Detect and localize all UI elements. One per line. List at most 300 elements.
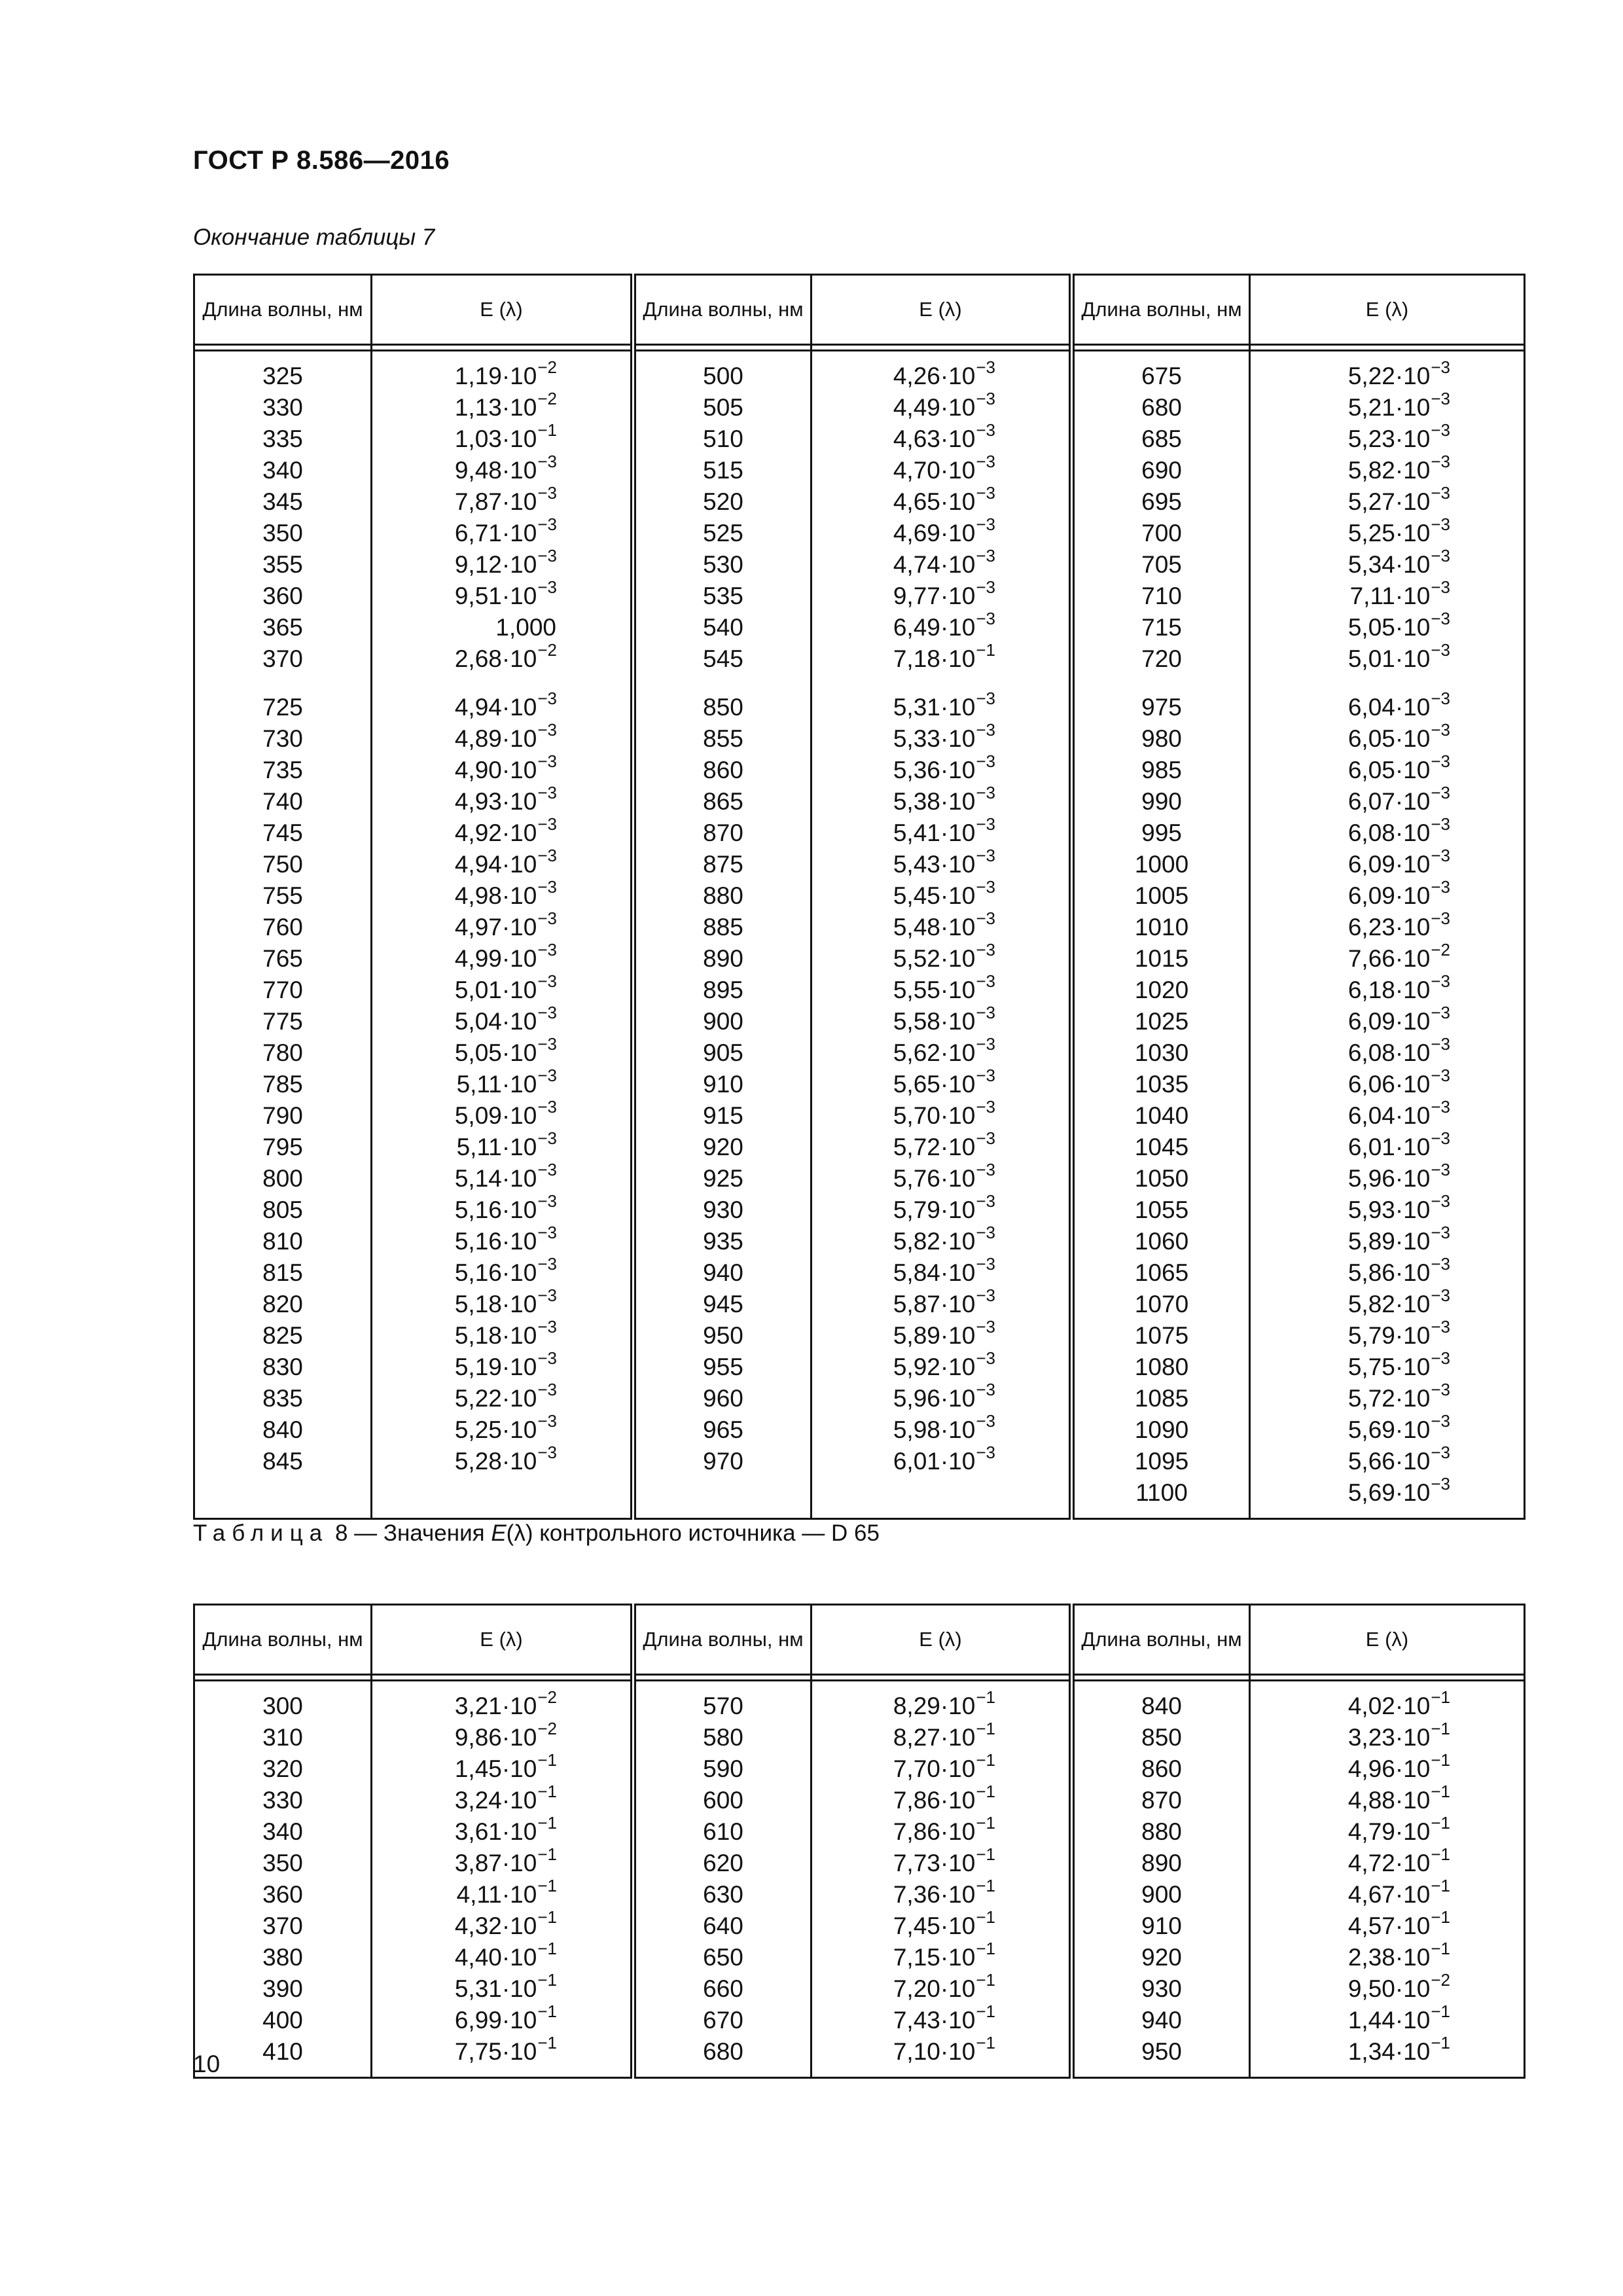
value-cell	[372, 2001, 633, 2036]
wavelength-cell: 830	[194, 1352, 372, 1383]
value-exponent: −3	[976, 514, 995, 534]
value-cell	[812, 420, 1072, 455]
value-exponent: −3	[537, 689, 557, 708]
wavelength-cell: 965	[633, 1414, 812, 1446]
value-mantissa: 3,21·10	[454, 1693, 537, 1719]
value-cell	[1250, 1844, 1525, 1879]
value-exponent: −3	[1431, 971, 1450, 991]
value-mantissa: 5,87·10	[893, 1291, 976, 1318]
value-exponent: −1	[537, 1907, 557, 1927]
wavelength-cell: 350	[194, 1848, 372, 1879]
wavelength-cell: 740	[194, 786, 372, 817]
value-mantissa: 5,79·10	[893, 1196, 976, 1223]
wavelength-cell: 535	[633, 581, 812, 612]
value-mantissa: 6,04·10	[1347, 694, 1431, 721]
value-cell	[812, 1191, 1072, 1226]
value-cell	[812, 1160, 1072, 1194]
value-mantissa: 5,38·10	[893, 788, 976, 815]
value-exponent: −3	[976, 689, 995, 708]
value-cell	[812, 1034, 1072, 1069]
value-exponent: −1	[537, 2001, 557, 2021]
value-cell	[812, 1380, 1072, 1414]
value-exponent: −3	[537, 751, 557, 771]
value-exponent: −3	[1431, 1128, 1450, 1148]
wavelength-cell: 410	[194, 2036, 372, 2068]
value-cell	[812, 514, 1072, 549]
value-mantissa: 5,79·10	[1347, 1322, 1431, 1349]
value-mantissa: 4,40·10	[454, 1944, 537, 1971]
value-mantissa: 5,23·10	[1347, 425, 1431, 452]
value-cell	[372, 483, 633, 518]
value-mantissa: 6,99·10	[454, 2007, 537, 2034]
value-exponent: −3	[1431, 1380, 1450, 1399]
value-exponent: −3	[1431, 783, 1450, 802]
value-mantissa: 5,69·10	[1347, 1479, 1431, 1506]
wavelength-cell: 760	[194, 912, 372, 943]
wavelength-cell: 915	[633, 1100, 812, 1132]
value-cell	[1250, 1348, 1525, 1383]
value-mantissa: 4,72·10	[1347, 1850, 1431, 1876]
value-cell	[1250, 1907, 1525, 1942]
value-mantissa: 5,65·10	[893, 1071, 976, 1098]
value-cell	[1250, 357, 1525, 392]
value-exponent: −3	[1431, 1191, 1450, 1211]
wavelength-cell: 920	[633, 1132, 812, 1163]
wavelength-cell: 660	[633, 1973, 812, 2005]
value-cell	[1250, 689, 1525, 723]
value-exponent: −3	[1431, 1034, 1450, 1054]
table-row	[194, 880, 1525, 912]
wavelength-cell: 510	[633, 423, 812, 455]
table-row	[194, 786, 1525, 817]
value-cell	[1250, 783, 1525, 817]
value-exponent: −3	[1431, 640, 1450, 660]
table-row	[194, 975, 1525, 1006]
value-cell	[1250, 1317, 1525, 1352]
value-cell	[812, 1782, 1072, 1816]
table-row	[194, 1414, 1525, 1446]
value-mantissa: 7,73·10	[893, 1850, 976, 1876]
wavelength-cell: 975	[1072, 692, 1250, 723]
value-cell	[1250, 514, 1525, 549]
value-mantissa: 5,89·10	[893, 1322, 976, 1349]
column-header-wavelength: Длина волны, нм	[633, 1605, 812, 1675]
value-exponent: −3	[1431, 814, 1450, 834]
table-row	[194, 817, 1525, 849]
value-exponent: −3	[976, 577, 995, 597]
value-exponent: −1	[1431, 1687, 1450, 1707]
value-exponent: −1	[976, 1813, 995, 1833]
value-cell	[812, 1907, 1072, 1942]
value-exponent: −3	[976, 420, 995, 440]
wavelength-cell: 910	[633, 1069, 812, 1100]
value-cell	[372, 1411, 633, 1446]
table-row	[194, 1006, 1525, 1037]
wavelength-cell: 325	[194, 361, 372, 392]
value-cell	[372, 357, 633, 392]
value-exponent: −1	[537, 2033, 557, 2053]
value-cell	[372, 1939, 633, 1973]
value-mantissa: 6,01·10	[1347, 1134, 1431, 1160]
value-mantissa: 1,19·10	[454, 363, 537, 389]
wavelength-cell: 770	[194, 975, 372, 1006]
value-mantissa: 5,96·10	[893, 1385, 976, 1412]
value-exponent: −3	[537, 1348, 557, 1368]
value-cell	[372, 1317, 633, 1352]
value-mantissa: 4,93·10	[454, 788, 537, 815]
wavelength-cell: 580	[633, 1722, 812, 1753]
value-mantissa: 5,70·10	[893, 1102, 976, 1129]
column-header-wavelength: Длина волны, нм	[633, 275, 812, 345]
value-mantissa: 5,72·10	[1347, 1385, 1431, 1412]
value-mantissa: 5,18·10	[454, 1291, 537, 1318]
value-cell	[812, 877, 1072, 912]
value-mantissa: 5,16·10	[454, 1228, 537, 1255]
wavelength-cell: 610	[633, 1816, 812, 1848]
value-cell	[372, 546, 633, 581]
value-mantissa: 3,24·10	[454, 1787, 537, 1814]
value-exponent: −3	[1431, 546, 1450, 565]
value-mantissa: 1,13·10	[454, 394, 537, 421]
value-mantissa: 8,29·10	[893, 1693, 976, 1719]
wavelength-cell: 745	[194, 817, 372, 849]
table-row	[194, 943, 1525, 975]
value-exponent: −3	[1431, 1348, 1450, 1368]
value-mantissa: 4,94·10	[454, 851, 537, 878]
wavelength-cell: 845	[194, 1446, 372, 1477]
value-exponent: −3	[976, 1160, 995, 1179]
value-exponent: −3	[1431, 1223, 1450, 1242]
value-exponent: −2	[537, 357, 557, 377]
value-cell	[1250, 1443, 1525, 1477]
table-row	[194, 423, 1525, 455]
wavelength-cell: 895	[633, 975, 812, 1006]
value-mantissa: 5,66·10	[1347, 1448, 1431, 1475]
table-row	[194, 1785, 1525, 1816]
value-cell	[1250, 1876, 1525, 1910]
wavelength-cell: 650	[633, 1942, 812, 1973]
value-exponent: −3	[976, 783, 995, 802]
value-cell	[812, 609, 1072, 643]
value-mantissa: 4,65·10	[893, 488, 976, 515]
value-exponent: −3	[537, 1160, 557, 1179]
value-cell	[812, 720, 1072, 755]
value-cell	[1250, 1191, 1525, 1226]
table-row	[194, 692, 1525, 723]
value-cell	[812, 1128, 1072, 1163]
wavelength-cell: 810	[194, 1226, 372, 1257]
wavelength-cell: 935	[633, 1226, 812, 1257]
value-cell	[812, 483, 1072, 518]
value-mantissa: 5,48·10	[893, 914, 976, 941]
value-exponent: −3	[537, 1285, 557, 1305]
value-exponent: −3	[1431, 1003, 1450, 1022]
value-cell	[372, 1876, 633, 1910]
value-cell	[1250, 1970, 1525, 2005]
value-cell	[372, 689, 633, 723]
wavelength-cell: 690	[1072, 455, 1250, 486]
table-row	[194, 581, 1525, 612]
value-cell	[1250, 1474, 1525, 1509]
value-mantissa: 7,70·10	[893, 1755, 976, 1782]
value-cell	[1250, 1223, 1525, 1257]
table-8-caption-number: 8 — Значения	[334, 1520, 491, 1546]
value-exponent: −1	[1431, 1844, 1450, 1864]
table-7	[193, 274, 1525, 1520]
value-cell	[372, 577, 633, 612]
wavelength-cell: 840	[194, 1414, 372, 1446]
value-cell	[372, 1191, 633, 1226]
wavelength-cell: 765	[194, 943, 372, 975]
wavelength-cell: 890	[1072, 1848, 1250, 1879]
value-exponent: −3	[976, 609, 995, 628]
value-exponent: −3	[976, 1443, 995, 1462]
wavelength-cell: 530	[633, 549, 812, 581]
page-number: 10	[193, 2051, 221, 2077]
wavelength-cell: 715	[1072, 612, 1250, 643]
wavelength-cell: 940	[1072, 2005, 1250, 2036]
table-row	[194, 549, 1525, 581]
value-exponent: −1	[1431, 1876, 1450, 1895]
table-header-row	[194, 275, 1525, 345]
wavelength-cell: 1030	[1072, 1037, 1250, 1069]
wavelength-cell: 950	[633, 1320, 812, 1352]
value-exponent: −3	[1431, 357, 1450, 377]
value-mantissa: 3,87·10	[454, 1850, 537, 1876]
value-mantissa: 7,15·10	[893, 1944, 976, 1971]
value-exponent: −3	[976, 1317, 995, 1336]
value-mantissa: 5,75·10	[1347, 1354, 1431, 1380]
table-row	[194, 1816, 1525, 1848]
value-exponent: −3	[976, 1254, 995, 1274]
wavelength-cell: 780	[194, 1037, 372, 1069]
value-cell	[1250, 846, 1525, 880]
table-row	[194, 755, 1525, 786]
value-mantissa: 6,08·10	[1347, 819, 1431, 846]
wavelength-cell: 670	[633, 2005, 812, 2036]
wavelength-cell: 1095	[1072, 1446, 1250, 1477]
value-exponent: −3	[976, 1034, 995, 1054]
wavelength-cell: 990	[1072, 786, 1250, 817]
value-cell	[812, 640, 1072, 675]
value-cell	[1250, 1782, 1525, 1816]
value-exponent: −3	[537, 546, 557, 565]
wavelength-cell: 360	[194, 1879, 372, 1910]
value-exponent: −1	[1431, 2001, 1450, 2021]
value-cell	[812, 546, 1072, 581]
value-exponent: −3	[1431, 751, 1450, 771]
value-mantissa: 5,34·10	[1347, 551, 1431, 578]
wavelength-cell: 1035	[1072, 1069, 1250, 1100]
value-mantissa: 5,19·10	[454, 1354, 537, 1380]
value-exponent: −2	[537, 1719, 557, 1738]
value-cell	[812, 1719, 1072, 1753]
value-cell	[1250, 751, 1525, 786]
value-cell	[812, 1687, 1072, 1722]
value-mantissa: 2,38·10	[1347, 1944, 1431, 1971]
value-exponent: −1	[537, 1844, 557, 1864]
value-mantissa: 4,57·10	[1347, 1912, 1431, 1939]
value-exponent: −1	[976, 1907, 995, 1927]
table-header-row	[194, 1605, 1525, 1675]
value-mantissa: 5,25·10	[454, 1416, 537, 1443]
value-mantissa: 7,20·10	[893, 1975, 976, 2002]
table-row	[194, 1257, 1525, 1289]
column-header-value: E (λ)	[1250, 1605, 1525, 1675]
value-mantissa: 2,68·10	[454, 645, 537, 672]
wavelength-cell: 925	[633, 1163, 812, 1194]
column-header-wavelength: Длина волны, нм	[194, 1605, 372, 1675]
value-mantissa: 5,31·10	[893, 694, 976, 721]
value-exponent: −3	[537, 908, 557, 928]
value-exponent: −3	[537, 1034, 557, 1054]
value-cell	[1250, 1254, 1525, 1289]
value-exponent: −3	[537, 1317, 557, 1336]
value-mantissa: 6,06·10	[1347, 1071, 1431, 1098]
value-exponent: −3	[537, 1223, 557, 1242]
value-mantissa: 5,16·10	[454, 1259, 537, 1286]
value-cell	[372, 1034, 633, 1069]
table-row	[194, 1352, 1525, 1383]
value-cell	[372, 751, 633, 786]
value-mantissa: 4,02·10	[1347, 1693, 1431, 1719]
value-cell	[372, 1223, 633, 1257]
wavelength-cell: 900	[633, 1006, 812, 1037]
value-cell	[812, 1443, 1072, 1477]
value-mantissa: 5,14·10	[454, 1165, 537, 1192]
value-mantissa: 5,86·10	[1347, 1259, 1431, 1286]
table-row	[194, 1226, 1525, 1257]
value-exponent: −3	[1431, 1443, 1450, 1462]
value-exponent: −1	[976, 1970, 995, 1990]
table-row	[194, 612, 1525, 643]
table-row	[194, 1289, 1525, 1320]
wavelength-cell: 900	[1072, 1879, 1250, 1910]
value-mantissa: 5,11·10	[456, 1134, 537, 1160]
value-mantissa: 4,26·10	[893, 363, 976, 389]
value-mantissa: 5,22·10	[1347, 363, 1431, 389]
value-exponent: −3	[976, 877, 995, 897]
value-cell	[1250, 420, 1525, 455]
value-cell	[812, 971, 1072, 1006]
value-mantissa: 5,76·10	[893, 1165, 976, 1192]
value-mantissa: 5,05·10	[454, 1039, 537, 1066]
value-cell	[1250, 1097, 1525, 1132]
wavelength-cell: 710	[1072, 581, 1250, 612]
value-mantissa: 6,04·10	[1347, 1102, 1431, 1129]
value-exponent: −3	[1431, 1411, 1450, 1431]
value-cell	[812, 1970, 1072, 2005]
value-cell	[372, 1782, 633, 1816]
wavelength-cell: 545	[633, 643, 812, 675]
table-row	[194, 2036, 1525, 2068]
value-exponent: −3	[976, 1348, 995, 1368]
value-cell	[812, 357, 1072, 392]
value-exponent: −1	[976, 1750, 995, 1770]
value-exponent: −3	[1431, 452, 1450, 471]
value-cell	[372, 1097, 633, 1132]
value-mantissa: 5,82·10	[893, 1228, 976, 1255]
value-cell	[1250, 2033, 1525, 2068]
column-header-value: E (λ)	[812, 1605, 1072, 1675]
table-row	[194, 486, 1525, 518]
value-exponent: −3	[976, 1285, 995, 1305]
value-cell	[1250, 1128, 1525, 1163]
table-row	[194, 1942, 1525, 1973]
value-exponent: −1	[537, 1939, 557, 1958]
wavelength-cell: 850	[633, 692, 812, 723]
value-mantissa: 4,74·10	[893, 551, 976, 578]
value-mantissa: 5,01·10	[454, 977, 537, 1003]
value-cell	[1250, 1034, 1525, 1069]
wavelength-cell: 860	[1072, 1753, 1250, 1785]
value-exponent: −3	[537, 814, 557, 834]
value-mantissa: 4,89·10	[454, 725, 537, 752]
value-cell	[1250, 877, 1525, 912]
value-mantissa: 6,23·10	[1347, 914, 1431, 941]
value-mantissa: 5,16·10	[454, 1196, 537, 1223]
wavelength-cell: 985	[1072, 755, 1250, 786]
value-exponent: −3	[976, 1128, 995, 1148]
value-exponent: −3	[537, 1380, 557, 1399]
value-cell	[1250, 640, 1525, 675]
value-exponent: −3	[537, 720, 557, 740]
value-mantissa: 6,01·10	[893, 1448, 976, 1475]
value-cell	[372, 814, 633, 849]
wavelength-cell: 1090	[1072, 1414, 1250, 1446]
value-mantissa: 5,89·10	[1347, 1228, 1431, 1255]
value-cell	[1250, 1750, 1525, 1785]
table-row	[194, 1691, 1525, 1722]
value-exponent: −1	[1431, 1782, 1450, 1801]
wavelength-cell: 400	[194, 2005, 372, 2036]
value-cell	[372, 1003, 633, 1037]
document-header: ГОСТ Р 8.586—2016	[193, 146, 450, 175]
value-cell	[372, 720, 633, 755]
value-exponent: −3	[976, 971, 995, 991]
wavelength-cell: 750	[194, 849, 372, 880]
wavelength-cell: 360	[194, 581, 372, 612]
wavelength-cell: 500	[633, 361, 812, 392]
value-exponent: −3	[976, 452, 995, 471]
wavelength-cell: 515	[633, 455, 812, 486]
wavelength-cell: 1085	[1072, 1383, 1250, 1414]
table-row	[194, 912, 1525, 943]
value-exponent: −1	[976, 1844, 995, 1864]
value-mantissa: 4,69·10	[893, 520, 976, 547]
value-cell	[372, 1813, 633, 1848]
table-row	[194, 1320, 1525, 1352]
wavelength-cell: 995	[1072, 817, 1250, 849]
value-mantissa: 5,93·10	[1347, 1196, 1431, 1223]
value-mantissa: 5,09·10	[454, 1102, 537, 1129]
value-exponent: −2	[537, 1687, 557, 1707]
wavelength-cell: 850	[1072, 1722, 1250, 1753]
wavelength-cell: 860	[633, 755, 812, 786]
value-exponent: −3	[976, 1411, 995, 1431]
wavelength-cell: 350	[194, 518, 372, 549]
value-mantissa: 5,82·10	[1347, 457, 1431, 484]
column-header-value: E (λ)	[372, 275, 633, 345]
value-exponent: −3	[1431, 1066, 1450, 1085]
value-cell	[1250, 971, 1525, 1006]
value-cell	[1250, 1066, 1525, 1100]
value-cell	[812, 1003, 1072, 1037]
value-cell	[1250, 1411, 1525, 1446]
table-row	[194, 1132, 1525, 1163]
value-mantissa: 6,08·10	[1347, 1039, 1431, 1066]
wavelength-cell: 1070	[1072, 1289, 1250, 1320]
